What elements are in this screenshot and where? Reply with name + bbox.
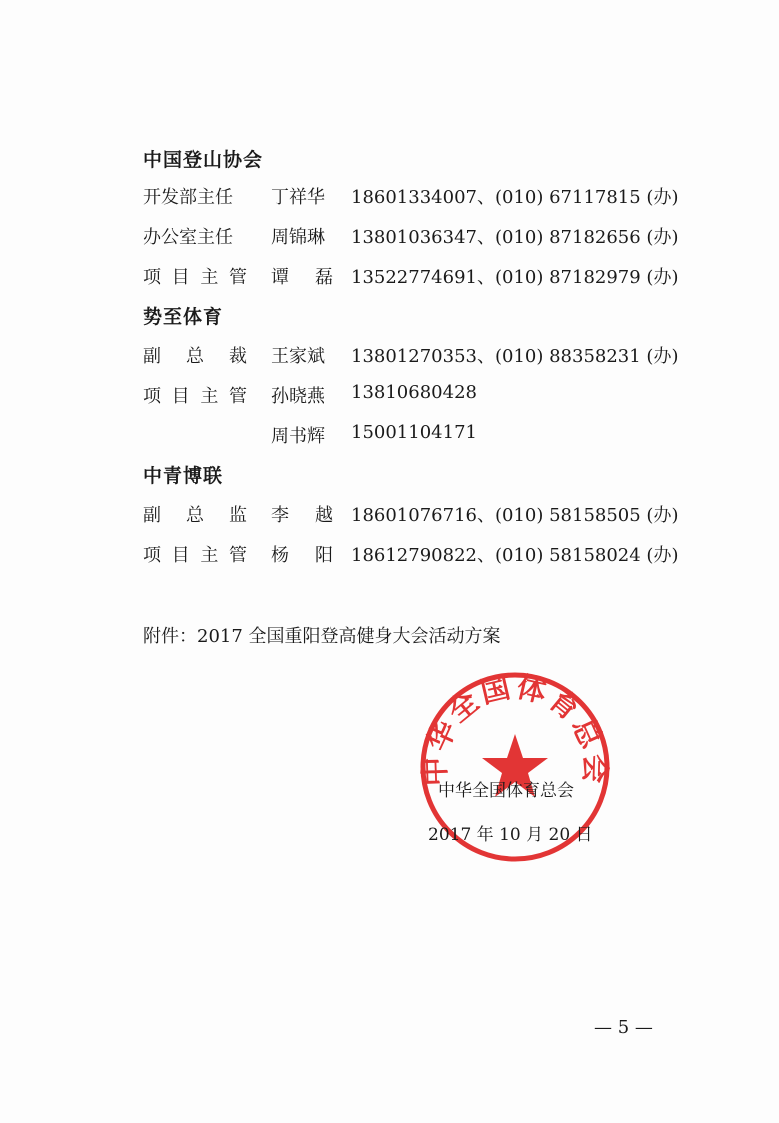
contact-phone: 13522774691、(010) 87182979 (办) bbox=[351, 267, 679, 288]
contact-phone: 13801270353、(010) 88358231 (办) bbox=[351, 346, 679, 367]
contact-phone: 18601076716、(010) 58158505 (办) bbox=[351, 505, 679, 526]
signature-organization: 中华全国体育总会 bbox=[438, 781, 574, 801]
contact-phone: 18601334007、(010) 67117815 (办) bbox=[351, 187, 679, 208]
contact-role: 项 目 主 管 bbox=[143, 386, 247, 407]
contact-role: 办公室主任 bbox=[143, 227, 233, 248]
contact-name: 杨 阳 bbox=[271, 545, 333, 566]
org-heading-shizhi: 势至体育 bbox=[143, 306, 224, 328]
contact-name: 李 越 bbox=[271, 505, 333, 526]
contact-phone: 18612790822、(010) 58158024 (办) bbox=[351, 545, 679, 566]
contact-role: 副 总 监 bbox=[143, 505, 247, 526]
svg-text:中华全国体育总会: 中华全国体育总会 bbox=[418, 670, 612, 787]
org-heading-zhongqing: 中青博联 bbox=[143, 465, 224, 487]
contact-name: 周锦琳 bbox=[271, 227, 325, 248]
contact-phone: 13801036347、(010) 87182656 (办) bbox=[351, 227, 679, 248]
signature-date: 2017 年 10 月 20 日 bbox=[428, 825, 593, 845]
contact-name: 王家斌 bbox=[271, 346, 325, 367]
contact-role: 副 总 裁 bbox=[143, 346, 247, 367]
contact-name: 丁祥华 bbox=[271, 187, 325, 208]
attachment-note: 附件：2017 全国重阳登高健身大会活动方案 bbox=[143, 626, 501, 647]
contact-phone: 15001104171 bbox=[351, 422, 477, 443]
org-heading-cma: 中国登山协会 bbox=[143, 149, 264, 171]
page-number: — 5 — bbox=[594, 1017, 653, 1038]
contact-role: 项 目 主 管 bbox=[143, 267, 247, 288]
contact-name: 周书辉 bbox=[271, 426, 325, 447]
contact-role: 开发部主任 bbox=[143, 187, 233, 208]
contact-name: 谭 磊 bbox=[271, 267, 333, 288]
contact-name: 孙晓燕 bbox=[271, 386, 325, 407]
contact-phone: 13810680428 bbox=[351, 382, 477, 403]
contact-role: 项 目 主 管 bbox=[143, 545, 247, 566]
